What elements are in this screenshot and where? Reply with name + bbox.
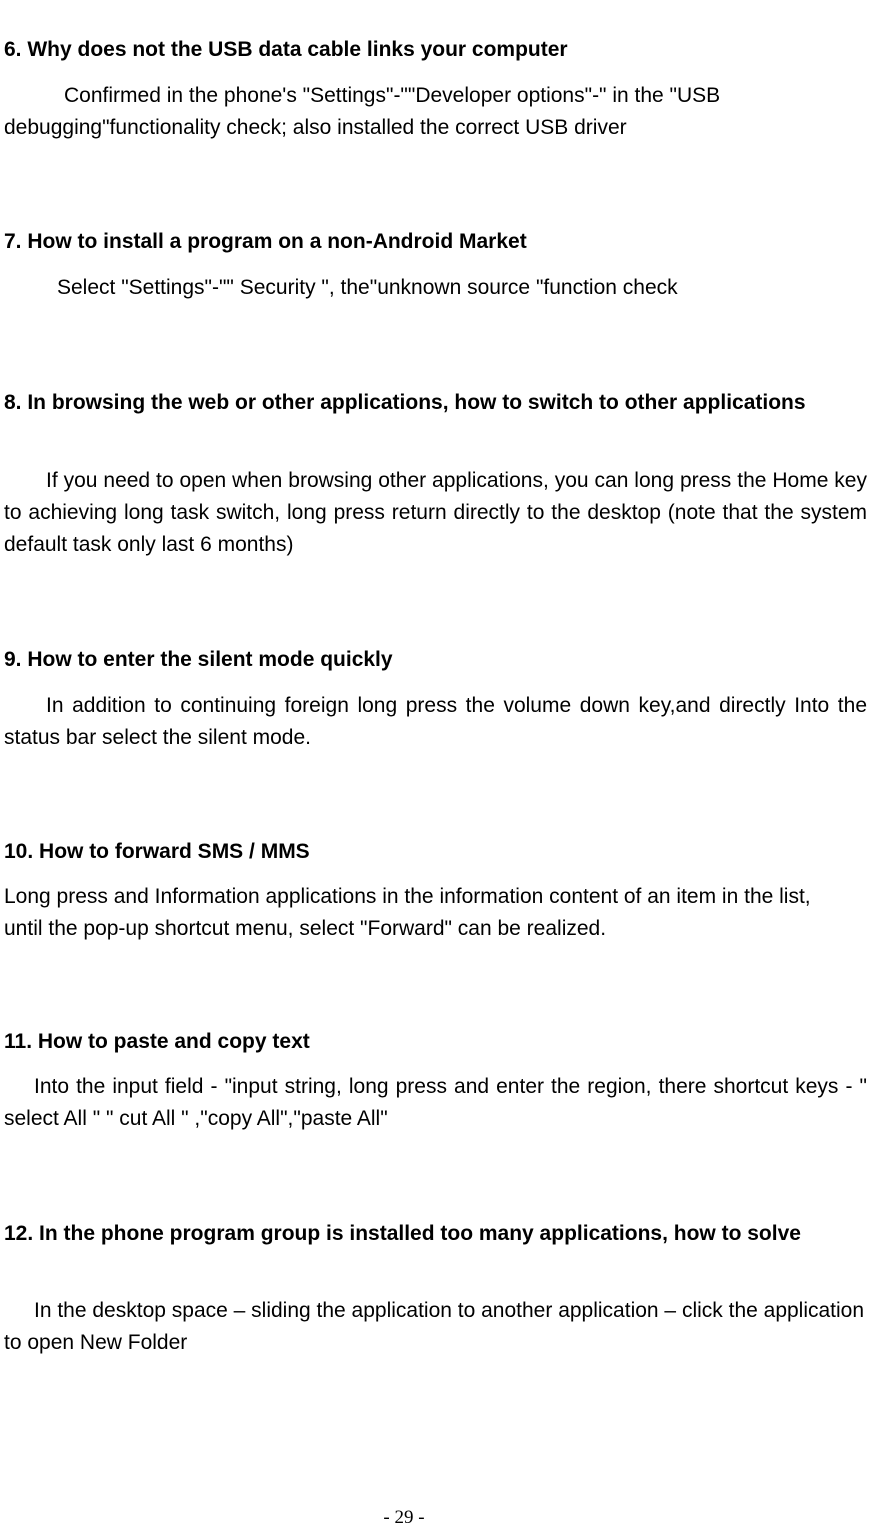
faq-heading-11: 11. How to paste and copy text	[4, 1030, 310, 1053]
faq-heading-10: 10. How to forward SMS / MMS	[4, 840, 310, 863]
faq-heading-7: 7. How to install a program on a non-Android Market	[4, 230, 527, 253]
faq-heading-6: 6. Why does not the USB data cable links your computer	[4, 38, 568, 61]
faq-answer-10: Long press and Information applications in the information content of an item in the list, until the pop-up shortcut menu, select "Forward" can be realized.	[4, 885, 811, 940]
faq-answer-7: Select "Settings"-"" Security ", the"unknown source "function check	[57, 276, 678, 299]
faq-heading-12: 12. In the phone program group is installed too many applications, how to solve	[4, 1222, 801, 1245]
faq-answer-8: If you need to open when browsing other applications, you can long press the Home key to achieving long task switch, long press return directly to the desktop (note that the system default task only last 6 months)	[4, 469, 867, 556]
faq-heading-8: 8. In browsing the web or other applications, how to switch to other applications	[4, 391, 806, 414]
faq-answer-12: In the desktop space – sliding the application to another application – click the application to open New Folder	[4, 1299, 865, 1354]
faq-answer-9: In addition to continuing foreign long press the volume down key,and directly Into the status bar select the silent mode.	[4, 694, 867, 749]
faq-heading-9: 9. How to enter the silent mode quickly	[4, 648, 393, 671]
page-number: - 29 -	[383, 1507, 425, 1528]
faq-answer-11: Into the input field - "input string, long press and enter the region, there shortcut keys - " select All " " cut All " ,"copy All","paste All"	[4, 1075, 867, 1130]
faq-answer-6: Confirmed in the phone's "Settings"-""Developer options"-" in the "USB debugging"functionality check; also installed the correct USB driver	[4, 84, 721, 139]
